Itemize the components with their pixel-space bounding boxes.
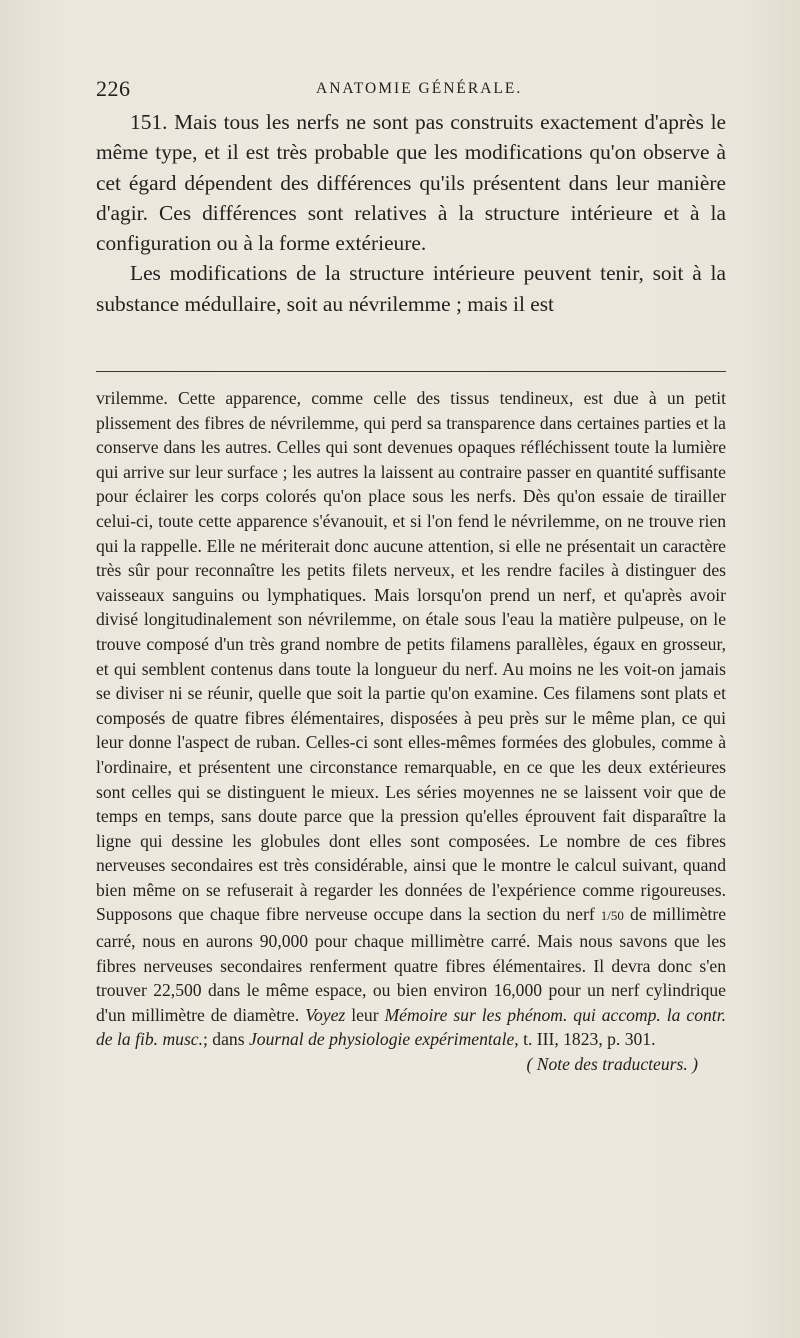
leur-word: leur [351,1004,379,1025]
note-attribution: ( Note des traducteurs. ) [526,1054,698,1075]
fraction: 1/50 [600,908,624,924]
footnote-paragraph [96,386,726,1077]
voyez-reference: Voyez [305,1004,346,1025]
page-header [96,76,726,104]
footnote [96,386,726,1077]
paragraph: 151. Mais tous les nerfs ne sont pas construits exactement d'après le même type, et il est très probable que les modifications qu'on observe à cet égard dépendent des différences qu'ils présentent dans leur manière d'agir. Ces différences sont relatives à la structure intérieure et à la configuration ou à la forme extérieure. [96,110,726,256]
footnote-text-continued: de millimètre carré, nous en aurons 90,000 pour chaque millimètre carré. Mais nous savons que les fibres nerveuses secondaires renferment quatre fibres élémentaires. Il devra donc s'en trouver 22,500 dans le même espace, ou bien environ 16,000 pour un nerf cylindrique d'un millimètre de diamètre. [96,904,727,1025]
paragraph: Les modifications de la structure intérieure peuvent tenir, soit à la substance médullaire, soit au névrilemme ; mais il est [96,261,726,316]
dans-word: ; dans [203,1029,245,1050]
footnote-text: vrilemme. Cette apparence, comme celle des tissus tendineux, est due à un petit plissement des fibres de névrilemme, qui perd sa transparence dans certaines parties et la conserve dans les autres. Celles qui sont devenues opaques réfléchissent toute la lumière qui arrive sur leur surface ; les autres la laissent au contraire passer en quantité suffisante pour éclairer les corps colorés qu'on place sous les nerfs. Dès qu'on essaie de tirailler celui-ci, toute cette apparence s'évanouit, et si l'on fend le névrilemme, on ne trouve rien qui la rappelle. Elle ne mériterait donc aucune attention, si elle ne présentait un caractère très sûr pour reconnaître les petits filets nerveux, et les rendre faciles à distinguer des vaisseaux sanguins ou lymphatiques. Mais lorsqu'on prend un nerf, et qu'après avoir divisé longitudinalement son névrilemme, on étale sous l'eau la matière pulpeuse, on le trouve composé d'un très grand nombre de petits filamens parallèles, égaux en grosseur, et qui semblent contenus dans toute la longueur du nerf. Au moins ne les voit-on jamais se diviser ni se réunir, quelle que soit la partie qu'on examine. Ces filamens sont plats et composés de quatre fibres élémentaires, disposées à peu près sur le même plan, ce qui leur donne l'aspect de ruban. Celles-ci sont elles-mêmes formées des globules, comme à l'ordinaire, et présentent une circonstance remarquable, en ce que les deux extérieures sont celles qui se distinguent le mieux. Les séries moyennes ne se laissent voir que de temps en temps, sans doute parce que la pression qu'elles éprouvent fait disparaître la ligne qui dessine les globules dont elles sont composées. Le nombre de ces fibres nerveuses secondaires est très considérable, ainsi que le montre le calcul suivant, quand bien même on se refuserait à regarder les données de l'expérience comme rigoureuses. Supposons que chaque fibre nerveuse occupe dans la section du nerf [96,388,726,925]
main-text [96,107,726,319]
memoire-title: Mémoire sur les phénom. qui accomp. la contr. de la fib. musc. [96,1004,726,1050]
running-head: ANATOMIE GÉNÉRALE. [316,80,523,97]
footnote-separator [96,371,726,372]
journal-title: Journal de physiologie expérimentale [248,1029,515,1050]
citation-tail: , t. III, 1823, p. 301. [514,1029,656,1050]
page-number: 226 [96,76,131,101]
